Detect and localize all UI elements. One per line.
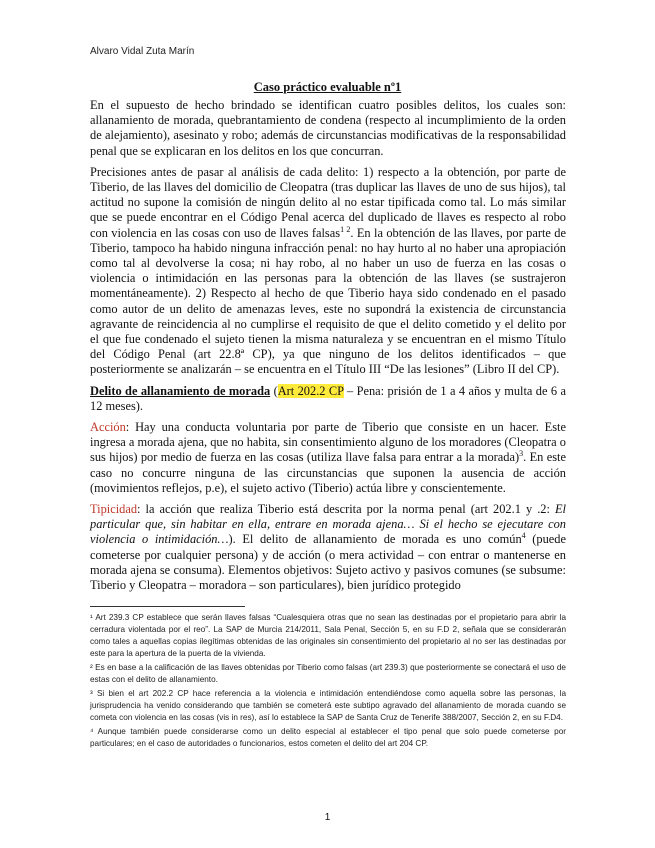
header-author: Alvaro Vidal Zuta Marín xyxy=(90,46,195,57)
accion-text-a: : Hay una conducta voluntaria por parte de Tiberio que consiste en un hacer. Este ingresa a morada ajena, que no habita, sin consentimiento alguno de los moradores (Cleopatra o sus hijos) por medio de fuerza en las cosas (utiliza llave falsa para entrar a la morada) xyxy=(90,420,566,465)
footnote-ref-3: 3 xyxy=(519,449,524,459)
delito-heading-paragraph xyxy=(90,384,566,414)
page-number: 1 xyxy=(324,812,331,823)
penalty-text: – Pena: prisión de 1 a 4 años y multa de 6 a 12 meses). xyxy=(90,383,566,413)
tipicidad-paragraph xyxy=(90,502,566,593)
highlighted-article: Art 202.2 CP xyxy=(277,383,344,398)
footnote-divider xyxy=(90,606,245,607)
tipicidad-text-b: ). El delito de allanamiento de morada es uno común xyxy=(228,532,522,547)
accion-paragraph xyxy=(90,420,566,496)
footnote-3: ³ Si bien el art 202.2 CP hace referencia a la violencia e intimidación entendiéndose como aquella sobre las personas, la jurisprudencia ha venido considerando que también se cometerá este subtipo agravado del allanamiento de morada cuando se cometa con violencia en las cosas (vis in res), así lo establece la SAP de Santa Cruz de Tenerife 388/2007, Sección 2, en su F.D4. xyxy=(90,689,566,722)
footnote-ref-4: 4 xyxy=(521,531,526,541)
tipicidad-text-a: : la acción que realiza Tiberio está descrita por la norma penal (art 202.1 y .2: xyxy=(137,502,555,517)
accion-text-b: . En este caso no concurre ninguna de las circunstancias que suponen la ausencia de acción (movimientos reflejos, p.e), el sujeto activo (Tiberio) actúa libre y conscientemente. xyxy=(90,450,566,495)
preliminary-text-b: . En la obtención de las llaves, por parte de Tiberio, tampoco ha habido ninguna infracción penal: no hay hurto al no haber una apropiación como tal al devolverse la cosa; ni hay robo, al no haber un uso de fuerza en las cosas o violencia o intimidación en las personas para la obtención de las llaves (se sustrajeron momentáneamente). 2) Respecto al hecho de que Tiberio haya sido condenado en el pasado como autor de un delito de amenazas leves, este no supondrá la existencia de circunstancia agravante de reincidencia al no cumplirse el requisito de que el delito cometido y el delito por el que fue condenado el sujeto tienen la misma naturaleza y se encuentran en el mismo Título del Código Penal (art 22.8ª CP), ya que ninguno de los delitos identificados – que posteriormente se analizarán – se encuentra en el Título III “De las lesiones” (Libro II del CP). xyxy=(90,225,566,377)
footnotes xyxy=(90,612,566,752)
footnote-ref-1-2: 1 2 xyxy=(340,224,351,234)
document-title: Caso práctico evaluable nº1 xyxy=(253,80,402,94)
document-body xyxy=(90,98,566,599)
heading-open: ( xyxy=(270,383,278,398)
intro-paragraph: En el supuesto de hecho brindado se identifican cuatro posibles delitos, los cuales son: allanamiento de morada, quebrantamiento de condena (respecto al incumplimiento de la orden de alejamiento), asesinato y robo; además de circunstancias modificativas de la responsabilidad penal que se explicaran en los delitos en los que concurran. xyxy=(90,98,566,158)
preliminary-text-a: Precisiones antes de pasar al análisis de cada delito: 1) respecto a la obtención, por parte de Tiberio, de las llaves del domicilio de Cleopatra (tras duplicar las llaves de uno de sus hijos), tal actitud no supone la comisión de ningún delito al no estar tipificada como tal. Lo más similar que se puede encontrar en el Código Penal acerca del duplicado de llaves es respecto al robo con violencia en las cosas con uso de llaves falsas xyxy=(90,164,566,240)
footnote-2: ² Es en base a la calificación de las llaves obtenidas por Tiberio como falsas (art 239.3) que posteriormente se conectará el uso de estas con el delito de allanamiento. xyxy=(90,663,566,684)
tipicidad-quote: El particular que, sin habitar en ella, entrare en morada ajena… Si el hecho se ejecutare con violencia o intimidación… xyxy=(90,502,566,547)
section-heading: Delito de allanamiento de morada xyxy=(90,383,271,398)
tipicidad-label: Tipicidad xyxy=(90,502,138,517)
tipicidad-text-c: (puede cometerse por cualquier persona) y de acción (o mera actividad – con entrar o mantenerse en morada ajena se consuma). Elementos objetivos: Sujeto activo y pasivos comunes (se subsume: Tiberio y Cleopatra – moradora – son particulares), bien jurídico protegido xyxy=(90,532,566,593)
footnote-4: ⁴ Aunque también puede considerarse como un delito especial al establecer el tipo penal que solo puede cometerse por particulares; en el caso de autoridades o funcionarios, estos cometen el delito del art 204 CP. xyxy=(90,727,566,748)
preliminary-paragraph xyxy=(90,165,566,378)
accion-label: Acción xyxy=(90,420,126,435)
footnote-1: ¹ Art 239.3 CP establece que serán llaves falsas “Cualesquiera otras que no sean las destinadas por el propietario para abrir la cerradura violentada por el reo”. La SAP de Murcia 214/2011, Sala Penal, Sección 5, en su F.D 2, señala que se considerarán como tales a aquellas copias ilegítimas obtenidas de las originales sin consentimiento del propietario al no ser las destinadas por este para la apertura de la puerta de la vivienda. xyxy=(90,613,566,658)
